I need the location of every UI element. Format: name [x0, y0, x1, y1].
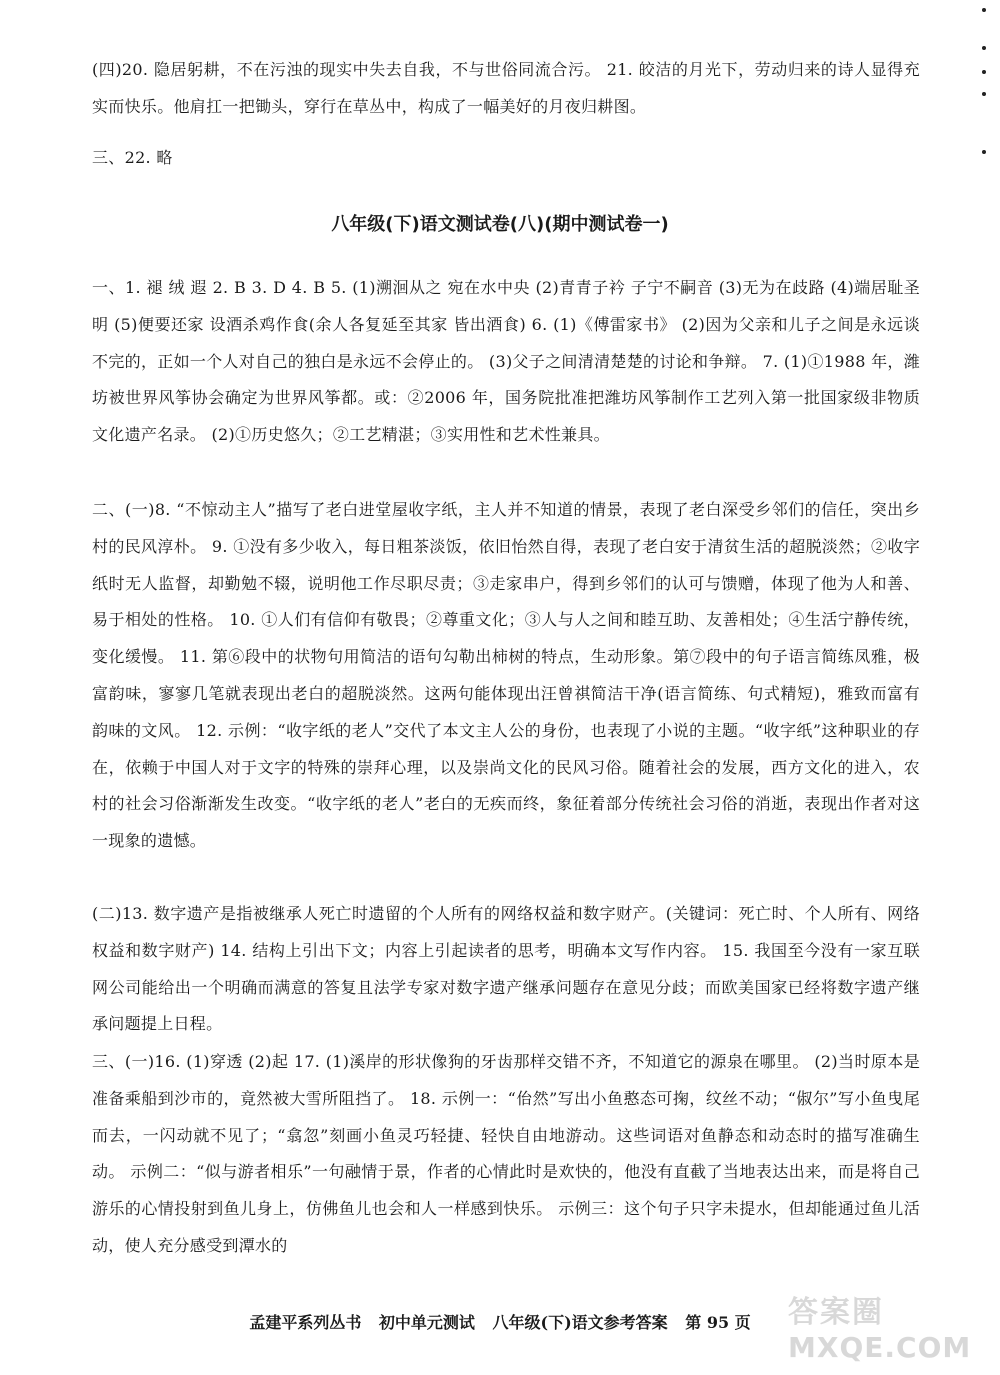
footer-page-number: 第 95 页	[685, 1313, 751, 1332]
answer-part-two-b: (二)13. 数字遗产是指被继承人死亡时遗留的个人所有的网络权益和数字财产。(关键词：死亡时、个人所有、网络权益和数字财产) 14. 结构上引出下文；内容上引起读者的思考，明确本文写作内容。 15. 我国至今没有一家互联网公司能给出一个明确而满意的答复且法学专家对数字遗产继承问题存在意见分歧；而欧美国家已经将数字遗产继承问题提上日程。	[92, 904, 920, 1034]
test-title: 八年级(下)语文测试卷(八)(期中测试卷一)	[331, 214, 669, 235]
watermark-logo-text: 答案圈	[788, 1295, 884, 1330]
site-watermark	[788, 1287, 978, 1364]
footer-book: 初中单元测试	[378, 1313, 475, 1332]
answer-part-one: 一、1. 褪 绒 遐 2. B 3. D 4. B 5. (1)溯洄从之 宛在水中央 (2)青青子衿 子宁不嗣音 (3)无为在歧路 (4)端居耻圣明 (5)便要还家 设酒杀鸡作食(余人各复延至其家 皆出酒食) 6. (1)《傅雷家书》 (2)因为父亲和儿子之间是永远谈不完的，正如一个人对自己的独白是永远不会停止的。 (3)父子之间清清楚楚的讨论和争辩。 7. (1)①1988 年，潍坊被世界风筝协会确定为世界风筝都。或：②2006 年，国务院批准把潍坊风筝制作工艺列入第一批国家级非物质文化遗产名录。 (2)①历史悠久；②工艺精湛；③实用性和艺术性兼具。	[92, 278, 920, 445]
scan-edge-marks	[966, 0, 986, 180]
answer-part-two-a: 二、(一)8. “不惊动主人”描写了老白进堂屋收字纸，主人并不知道的情景，表现了老白深受乡邻们的信任，突出乡村的民风淳朴。 9. ①没有多少收入，每日粗茶淡饭，依旧怡然自得，表现了老白安于清贫生活的超脱淡然；②收字纸时无人监督，却勤勉不辍，说明他工作尽职尽责；③走家串户，得到乡邻们的认可与馈赠，体现了他为人和善、易于相处的性格。 10. ①人们有信仰有敬畏；②尊重文化；③人与人之间和睦互助、友善相处；④生活宁静传统，变化缓慢。 11. 第⑥段中的状物句用简洁的语句勾勒出柿树的特点，生动形象。第⑦段中的句子语言简练凤雅，极富韵味，寥寥几笔就表现出老白的超脱淡然。这两句能体现出汪曾祺简洁干净(语言简练、句式精短)，雅致而富有韵味的文风。 12. 示例：“收字纸的老人”交代了本文主人公的身份，也表现了小说的主题。“收字纸”这种职业的存在，依赖于中国人对于文字的特殊的崇拜心理，以及崇尚文化的民风习俗。随着社会的发展，西方文化的进入，农村的社会习俗渐渐发生改变。“收字纸的老人”老白的无疾而终，象征着部分传统社会习俗的消逝，表现出作者对这一现象的遗憾。	[92, 500, 920, 851]
footer-subject: 八年级(下)语文参考答案	[492, 1313, 668, 1332]
footer-series: 孟建平系列丛书	[249, 1313, 362, 1332]
answer-part-three-a: 三、(一)16. (1)穿透 (2)起 17. (1)溪岸的形状像狗的牙齿那样交错不齐，不知道它的源泉在哪里。 (2)当时原本是准备乘船到沙市的，竟然被大雪所阻挡了。 18. 示例一：“佁然”写出小鱼憨态可掬，纹丝不动；“俶尔”写小鱼曳尾而去，一闪动就不见了；“翕忽”刻画小鱼灵巧轻捷、轻快自由地游动。这些词语对鱼静态和动态时的描写准确生动。 示例二：“似与游者相乐”一句融情于景，作者的心情此时是欢快的，他没有直截了当地表达出来，而是将自己游乐的心情投射到鱼儿身上，仿佛鱼儿也会和人一样感到快乐。 示例三：这个句子只字未提水，但却能通过鱼儿活动，使人充分感受到潭水的	[92, 1052, 920, 1255]
answer-q22: 三、22. 略	[92, 148, 173, 167]
answer-section-4-prev: (四)20. 隐居躬耕，不在污浊的现实中失去自我，不与世俗同流合污。 21. 皎洁的月光下，劳动归来的诗人显得充实而快乐。他肩扛一把锄头，穿行在草丛中，构成了一幅美好的月夜归耕图。	[92, 60, 920, 116]
watermark-domain: MXQE.COM	[788, 1331, 972, 1364]
